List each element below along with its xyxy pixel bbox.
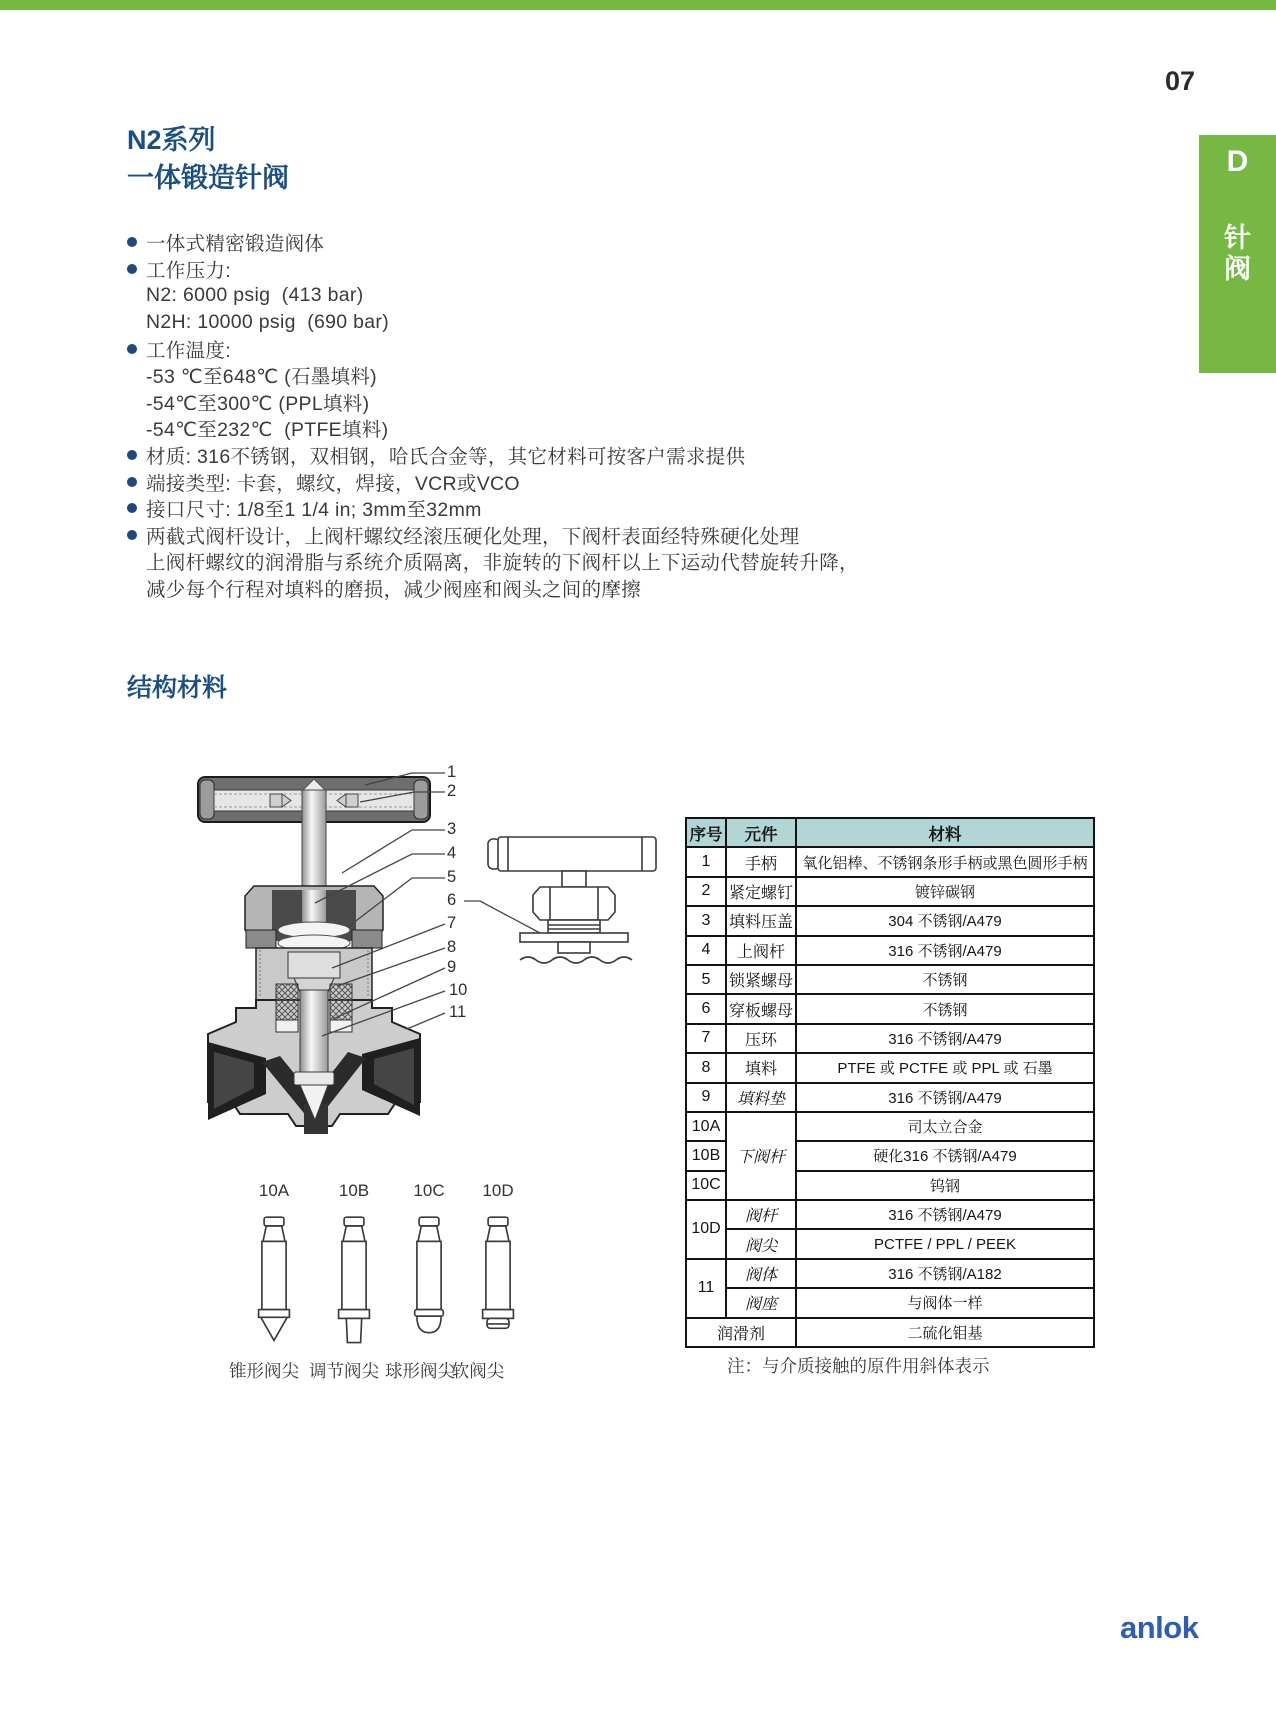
bullet-icon [127, 344, 137, 354]
table-row: 9 填料垫 316 不锈钢/A479 [686, 1083, 1094, 1112]
feature-item: 工作温度: [127, 335, 1077, 362]
feature-item: 接口尺寸: 1/8至1 1/4 in; 3mm至32mm [127, 495, 1077, 522]
ball-tip-drawing [407, 1215, 451, 1347]
materials-table [685, 817, 1095, 1348]
top-accent-bar [0, 0, 1276, 10]
conical-tip-drawing [252, 1215, 296, 1347]
table-row: 润滑剂 二硫化钼基 [686, 1318, 1094, 1347]
callout-8: 8 [447, 938, 457, 956]
chapter-label-vertical: 针阀 [1224, 223, 1251, 284]
section-title: 结构材料 [127, 674, 228, 702]
feature-item: -54℃至232℃ (PTFE填料) [146, 419, 389, 442]
tip-10d-label: 10D [482, 1181, 514, 1200]
feature-list [127, 229, 1077, 601]
page-title-line2: 一体锻造针阀 [127, 163, 289, 193]
tip-10c [393, 1181, 465, 1352]
header-no: 序号 [686, 818, 726, 847]
callout-11: 11 [449, 1003, 467, 1021]
chapter-side-tab [1199, 135, 1276, 373]
table-row: 10A 下阀杆 司太立合金 [686, 1112, 1094, 1141]
brand-logo: anlok [1120, 1610, 1199, 1645]
callout-7: 7 [447, 914, 457, 932]
table-row: 11 阀体 316 不锈钢/A182 [686, 1259, 1094, 1288]
tip-10a-label: 10A [258, 1181, 290, 1200]
tip-10c-label: 10C [413, 1181, 445, 1200]
feature-item: 一体式精密锻造阀体 [127, 229, 1077, 256]
header-mat: 材料 [796, 818, 1094, 847]
callout-6: 6 [447, 891, 457, 909]
feature-item: -54℃至300℃ (PPL填料) [146, 392, 370, 415]
bullet-icon [127, 530, 137, 540]
table-row: 6 穿板螺母 不锈钢 [686, 994, 1094, 1023]
bullet-icon [127, 237, 137, 247]
feature-item: N2H: 10000 psig (690 bar) [146, 310, 390, 333]
tip-10c-caption: 球形阀尖 [385, 1361, 455, 1381]
table-row: 3 填料压盖 304 不锈钢/A479 [686, 906, 1094, 935]
bullet-icon [127, 477, 137, 487]
table-row: 1 手柄 氧化铝棒、不锈钢条形手柄或黑色圆形手柄 [686, 847, 1094, 876]
bullet-icon [127, 503, 137, 513]
callout-4: 4 [447, 844, 457, 862]
feature-item: 上阀杆螺纹的润滑脂与系统介质隔离，非旋转的下阀杆以上下运动代替旋转升降， [146, 552, 859, 575]
tip-10b [318, 1181, 390, 1352]
tip-10a [238, 1181, 310, 1352]
table-row: 8 填料 PTFE 或 PCTFE 或 PPL 或 石墨 [686, 1053, 1094, 1082]
bullet-icon [127, 264, 137, 274]
callout-2: 2 [447, 782, 457, 800]
bullet-icon [127, 450, 137, 460]
table-row: 10D 阀杆 316 不锈钢/A479 [686, 1200, 1094, 1229]
page-number: 07 [1164, 66, 1196, 96]
table-row: 阀座 与阀体一样 [686, 1288, 1094, 1317]
tip-10b-label: 10B [338, 1181, 370, 1200]
table-row: 5 锁紧螺母 不锈钢 [686, 965, 1094, 994]
table-row: 10B 硬化316 不锈钢/A479 [686, 1141, 1094, 1170]
feature-item: N2: 6000 psig (413 bar) [146, 283, 364, 306]
panel-mount-valve-outline [488, 837, 656, 963]
callout-3: 3 [447, 820, 457, 838]
tip-10a-caption: 锥形阀尖 [229, 1361, 299, 1381]
regulating-tip-drawing [332, 1215, 376, 1347]
table-row: 10C 钨钢 [686, 1171, 1094, 1200]
table-row: 7 压环 316 不锈钢/A479 [686, 1024, 1094, 1053]
feature-item: 两截式阀杆设计，上阀杆螺纹经滚压硬化处理，下阀杆表面经特殊硬化处理 [127, 522, 1077, 549]
table-header-row [686, 818, 1094, 847]
valve-cutaway-diagram [150, 690, 690, 1150]
callout-9: 9 [447, 958, 457, 976]
tip-10d [462, 1181, 534, 1352]
page-title [127, 121, 289, 197]
table-row: 阀尖 PCTFE / PPL / PEEK [686, 1229, 1094, 1258]
feature-item: -53 ℃至648℃ (石墨填料) [146, 366, 377, 389]
callout-1: 1 [447, 763, 457, 781]
page-title-line1: N2系列 [127, 125, 216, 155]
tip-10b-caption: 调节阀尖 [309, 1361, 379, 1381]
table-row: 2 紧定螺钉 镀锌碳钢 [686, 877, 1094, 906]
table-row: 4 上阀杆 316 不锈钢/A479 [686, 936, 1094, 965]
feature-item: 减少每个行程对填料的磨损，减少阀座和阀头之间的摩擦 [146, 579, 642, 602]
tip-10d-caption: 软阀尖 [451, 1361, 505, 1381]
feature-item: 工作压力: [127, 256, 1077, 283]
callout-5: 5 [447, 868, 457, 886]
header-part: 元件 [726, 818, 796, 847]
callout-10: 10 [449, 981, 468, 999]
feature-item: 端接类型: 卡套，螺纹，焊接，VCR或VCO [127, 468, 1077, 495]
soft-tip-drawing [476, 1215, 520, 1347]
italic-note: 注：与介质接触的原件用斜体表示 [727, 1356, 990, 1376]
feature-item: 材质: 316不锈钢，双相钢，哈氏合金等，其它材料可按客户需求提供 [127, 442, 1077, 469]
chapter-letter: D [1226, 145, 1249, 178]
